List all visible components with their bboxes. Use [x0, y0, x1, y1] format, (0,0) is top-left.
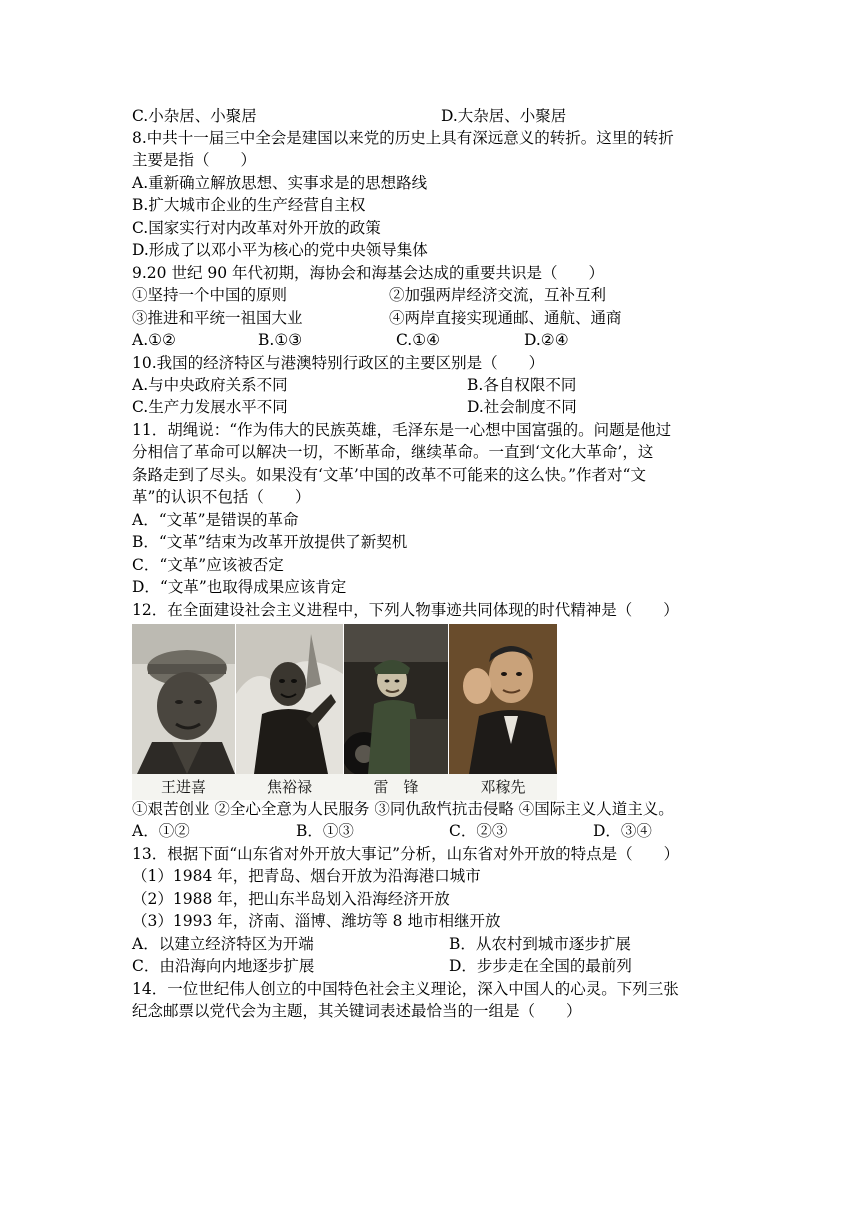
photo-lei-feng [344, 624, 448, 774]
q10-option-a: A.与中央政府关系不同 [132, 376, 288, 394]
q9-option-c: C.①④ [396, 331, 441, 349]
q9-item-4: ④两岸直接实现通邮、通航、通商 [389, 309, 622, 327]
q10-option-d: D.社会制度不同 [467, 398, 577, 416]
q7-option-c: C.小杂居、小聚居 [132, 107, 257, 125]
q12-option-a: A．①② [132, 822, 190, 840]
q13-stem: 13．根据下面“山东省对外开放大事记”分析，山东省对外开放的特点是（ ） [132, 845, 680, 863]
q11-option-a: A．“文革”是错误的革命 [132, 511, 299, 529]
q11-option-d: D．“文革”也取得成果应该肯定 [132, 578, 347, 596]
photo-jiao-yulu [236, 624, 343, 774]
photo-deng-jiaxian [449, 624, 557, 774]
q9-option-b: B.①③ [258, 331, 303, 349]
q12-option-d: D．③④ [593, 822, 652, 840]
q8-stem-line-2: 主要是指（ ） [132, 151, 257, 169]
q10-stem: 10.我国的经济特区与港澳特别行政区的主要区别是（ ） [132, 354, 545, 372]
q11-option-b: B．“文革”结束为改革开放提供了新契机 [132, 533, 408, 551]
q13-option-d: D．步步走在全国的最前列 [449, 957, 632, 975]
q12-option-c: C．②③ [449, 822, 508, 840]
q13-event-3: （3）1993 年，济南、淄博、潍坊等 8 地市相继开放 [132, 912, 501, 930]
q12-stem: 12．在全面建设社会主义进程中，下列人物事迹共同体现的时代精神是（ ） [132, 601, 679, 619]
q10-option-b: B.各自权限不同 [467, 376, 577, 394]
q13-option-b: B．从农村到城市逐步扩展 [449, 935, 631, 953]
q13-option-a: A．以建立经济特区为开端 [132, 935, 314, 953]
q11-stem-line-4: 革”的认识不包括（ ） [132, 488, 311, 506]
q7-option-d: D.大杂居、小聚居 [441, 107, 567, 125]
q9-item-1: ①坚持一个中国的原则 [132, 286, 288, 304]
photo-wang-jinxi [132, 624, 235, 774]
q8-option-b: B.扩大城市企业的生产经营自主权 [132, 196, 366, 214]
q13-event-1: （1）1984 年，把青岛、烟台开放为沿海港口城市 [132, 867, 481, 885]
q14-stem-line-1: 14．一位世纪伟人创立的中国特色社会主义理论，深入中国人的心灵。下列三张 [132, 980, 679, 998]
q13-option-c: C．由沿海向内地逐步扩展 [132, 957, 315, 975]
caption-2: 焦裕禄 [266, 778, 312, 796]
q9-item-3: ③推进和平统一祖国大业 [132, 309, 303, 327]
q9-item-2: ②加强两岸经济交流，互补互利 [389, 286, 607, 304]
caption-1: 王进喜 [160, 778, 206, 796]
q11-stem-line-2: 分相信了革命可以解决一切，不断革命，继续革命。一直到‘文化大革命’，这 [132, 443, 654, 461]
q9-option-a: A.①② [132, 331, 176, 349]
q11-stem-line-3: 条路走到了尽头。如果没有‘文革’中国的改革不可能来的这么快。”作者对“文 [132, 466, 646, 484]
caption-3: 雷 锋 [373, 778, 419, 796]
q8-option-c: C.国家实行对内改革对外开放的政策 [132, 219, 381, 237]
q8-stem-line-1: 8.中共十一届三中全会是建国以来党的历史上具有深远意义的转折。这里的转折 [132, 129, 674, 147]
q12-photo-strip [132, 624, 557, 802]
q8-option-a: A.重新确立解放思想、实事求是的思想路线 [132, 174, 428, 192]
q13-event-2: （2）1988 年，把山东半岛划入沿海经济开放 [132, 890, 450, 908]
q12-items: ①艰苦创业 ②全心全意为人民服务 ③同仇敌忾抗击侵略 ④国际主义人道主义。 [132, 800, 674, 818]
q9-stem: 9.20 世纪 90 年代初期，海协会和海基会达成的重要共识是（ ） [132, 264, 605, 282]
q12-option-b: B．①③ [296, 822, 354, 840]
q8-option-d: D.形成了以邓小平为核心的党中央领导集体 [132, 241, 428, 259]
q9-option-d: D.②④ [524, 331, 569, 349]
q14-stem-line-2: 纪念邮票以党代会为主题，其关键词表述最恰当的一组是（ ） [132, 1002, 582, 1020]
q11-stem-line-1: 11．胡绳说：“作为伟大的民族英雄，毛泽东是一心想中国富强的。问题是他过 [132, 421, 672, 439]
caption-4: 邓稼先 [480, 778, 526, 796]
q10-option-c: C.生产力发展水平不同 [132, 398, 288, 416]
q11-option-c: C．“文革”应该被否定 [132, 556, 284, 574]
